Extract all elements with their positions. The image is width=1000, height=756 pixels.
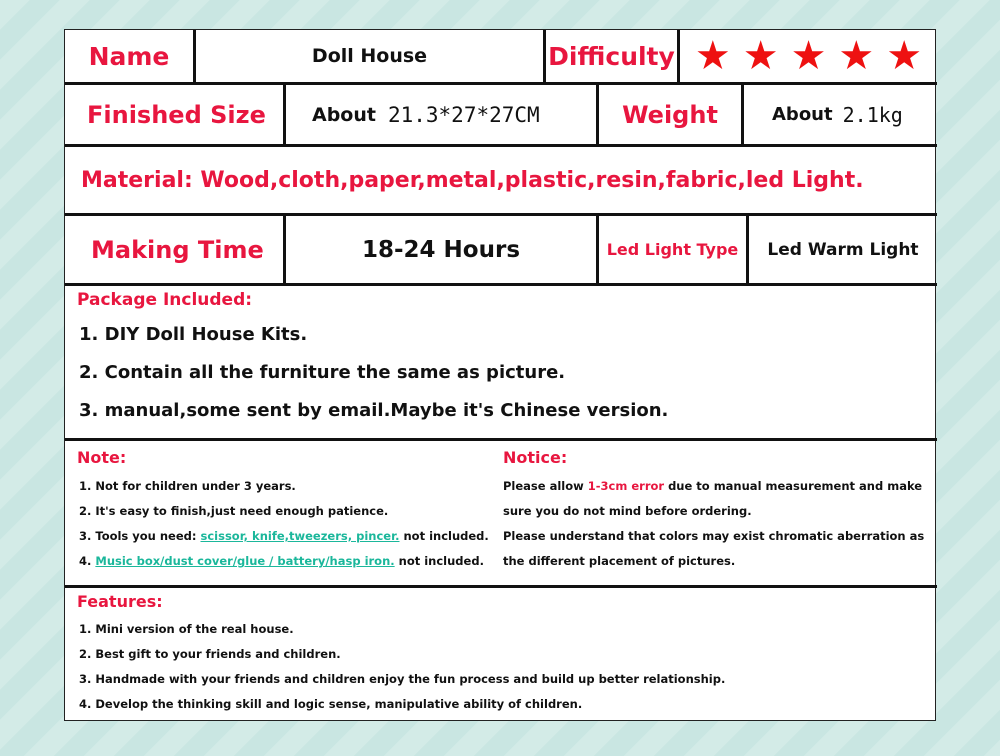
list-item xyxy=(79,554,489,579)
package-list xyxy=(79,324,668,438)
list-item xyxy=(79,504,489,529)
list-item xyxy=(79,479,489,504)
note-item-2: 2. It's easy to finish,just need enough patience. xyxy=(79,504,389,518)
star-icon: ★ xyxy=(790,33,827,79)
material-row xyxy=(65,147,937,216)
note-title: Note: xyxy=(77,448,127,467)
list-item: 1. Mini version of the real house. xyxy=(79,622,294,636)
star-icon: ★ xyxy=(694,33,731,79)
list-item xyxy=(503,529,924,554)
light-value-cell xyxy=(749,216,937,283)
name-label: Name xyxy=(88,41,170,71)
time-label: Making Time xyxy=(91,235,264,264)
star-icon: ★ xyxy=(742,33,779,79)
package-title: Package Included: xyxy=(77,290,253,310)
star-icon: ★ xyxy=(886,33,923,79)
weight-value-cell xyxy=(744,85,937,144)
note-item-3-prefix: 3. Tools you need: xyxy=(79,529,201,543)
notice-title: Notice: xyxy=(503,448,568,467)
list-item xyxy=(79,529,489,554)
name-row xyxy=(65,30,937,85)
light-value: Led Warm Light xyxy=(767,239,919,260)
difficulty-stars xyxy=(680,30,937,82)
difficulty-label: Difficulty xyxy=(548,41,675,71)
light-label: Led Light Type xyxy=(606,240,739,259)
material-cell xyxy=(65,147,937,213)
weight-value: 2.1kg xyxy=(842,102,903,127)
size-label-cell xyxy=(65,85,286,144)
notice-list xyxy=(503,479,924,579)
name-value: Doll House xyxy=(311,45,428,67)
features-list xyxy=(79,622,725,722)
error-highlight: 1-3cm error xyxy=(587,479,665,493)
notice-line-3: Please understand that colors may exist chromatic aberration as xyxy=(503,529,925,543)
note-item-3-suffix: not included. xyxy=(399,529,489,543)
name-value-cell xyxy=(196,30,546,82)
size-value: 21.3*27*27CM xyxy=(387,102,540,127)
name-label-cell xyxy=(65,30,196,82)
time-label-cell xyxy=(65,216,286,283)
difficulty-label-cell xyxy=(546,30,680,82)
material-text: Material: Wood,cloth,paper,metal,plastic,resin,fabric,led Light. xyxy=(81,167,864,193)
weight-prefix: About xyxy=(772,104,833,125)
list-item: 2. Best gift to your friends and children. xyxy=(79,647,341,661)
notice-line-2: sure you do not mind before ordering. xyxy=(503,504,752,518)
spec-sheet xyxy=(64,29,936,721)
time-value-cell xyxy=(286,216,599,283)
tools-highlight: scissor, knife,tweezers, pincer. xyxy=(200,529,400,543)
note-item-4-prefix: 4. xyxy=(79,554,96,568)
list-item xyxy=(503,554,924,579)
making-row xyxy=(65,216,937,286)
list-item: 1. DIY Doll House Kits. xyxy=(79,324,308,345)
list-item: 4. Develop the thinking skill and logic sense, manipulative ability of children. xyxy=(79,697,583,711)
list-item xyxy=(503,479,924,504)
note-item-1: 1. Not for children under 3 years. xyxy=(79,479,296,493)
light-label-cell xyxy=(599,216,749,283)
weight-label-cell xyxy=(599,85,744,144)
notice-line-1-suffix: due to manual measurement and make xyxy=(664,479,923,493)
list-item: 3. Handmade with your friends and children enjoy the fun process and build up better relationship. xyxy=(79,672,726,686)
size-label: Finished Size xyxy=(87,100,266,129)
size-row xyxy=(65,85,937,147)
features-title: Features: xyxy=(77,592,163,611)
note-section xyxy=(65,441,937,588)
notice-line-1-prefix: Please allow xyxy=(503,479,588,493)
list-item xyxy=(503,504,924,529)
note-item-4-suffix: not included. xyxy=(394,554,484,568)
time-value: 18-24 Hours xyxy=(361,236,521,263)
accessories-highlight: Music box/dust cover/glue / battery/hasp iron. xyxy=(95,554,395,568)
weight-label: Weight xyxy=(622,100,718,129)
star-icon: ★ xyxy=(838,33,875,79)
package-section xyxy=(65,286,937,441)
size-prefix: About xyxy=(312,103,376,126)
size-value-cell xyxy=(286,85,599,144)
note-list xyxy=(79,479,489,579)
features-section xyxy=(65,588,937,720)
notice-line-4: the different placement of pictures. xyxy=(503,554,736,568)
list-item: 3. manual,some sent by email.Maybe it's Chinese version. xyxy=(79,400,669,421)
list-item: 2. Contain all the furniture the same as picture. xyxy=(79,362,566,383)
